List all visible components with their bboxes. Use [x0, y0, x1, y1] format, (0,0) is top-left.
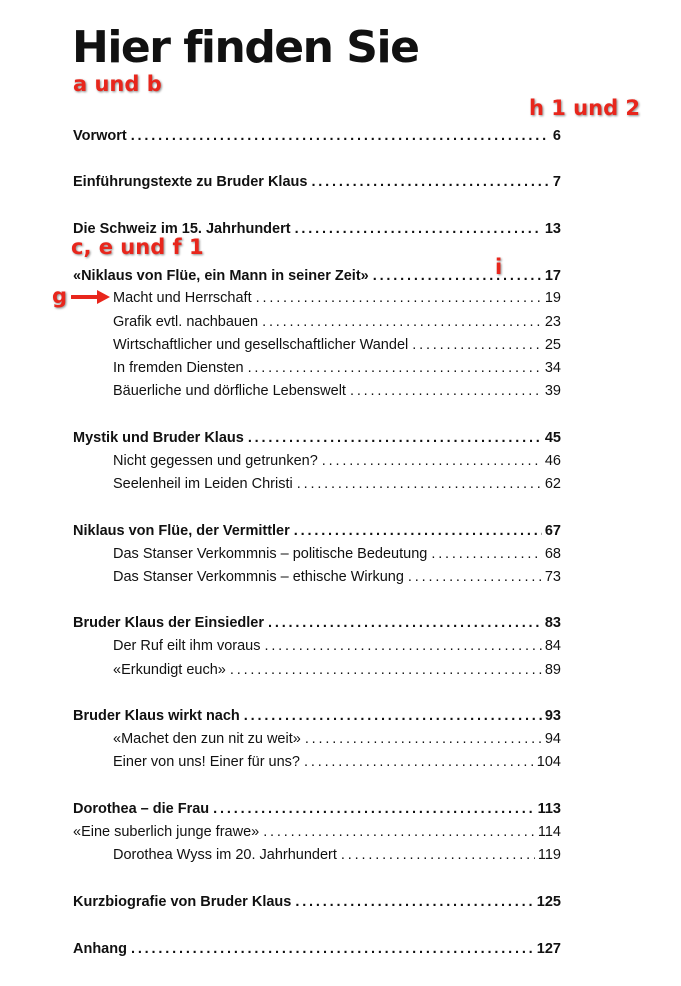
toc-entry-title: Das Stanser Verkommnis – ethische Wirkung [113, 569, 404, 585]
toc-entry-title: Dorothea – die Frau [73, 801, 210, 817]
toc-page-number: 125 [536, 894, 561, 910]
toc-entry-title: Dorothea Wyss im 20. Jahrhundert [113, 847, 337, 863]
toc-section-row [113, 381, 561, 401]
toc-dot-leader [295, 892, 533, 912]
toc-chapter-row [73, 799, 561, 819]
toc-section-row [113, 636, 561, 656]
toc-dot-leader [311, 172, 549, 192]
toc-chapter-row [73, 172, 561, 192]
toc-dot-leader [248, 358, 542, 378]
toc-entry-title: In fremden Diensten [113, 360, 244, 376]
toc-dot-leader [256, 288, 542, 308]
toc-page-number: 113 [537, 801, 561, 817]
toc-dot-leader [244, 706, 542, 726]
toc-section-row [113, 729, 561, 749]
toc-entry-title: Nicht gegessen und getrunken? [113, 453, 318, 469]
toc-entry-title: Bruder Klaus wirkt nach [73, 708, 240, 724]
toc-chapter-row [73, 266, 561, 286]
toc-page-number: 73 [544, 569, 561, 585]
toc-page-number: 67 [544, 523, 561, 539]
toc-section-row [113, 451, 561, 471]
toc-dot-leader [230, 660, 542, 680]
toc-page-number: 84 [544, 638, 561, 654]
toc-dot-leader [305, 729, 542, 749]
toc-dot-leader [248, 428, 542, 448]
toc-section-row [113, 567, 561, 587]
toc-section-row [113, 335, 561, 355]
toc-entry-title: Vorwort [73, 128, 127, 144]
toc-section-row [113, 845, 561, 865]
toc-entry-title: «Niklaus von Flüe, ein Mann in seiner Zeit» [73, 268, 369, 284]
toc-chapter-row [73, 892, 561, 912]
toc-dot-leader [373, 266, 542, 286]
toc-section-row [113, 474, 561, 494]
toc-section-row [73, 822, 561, 842]
toc-dot-leader [341, 845, 535, 865]
toc-entry-title: Macht und Herrschaft [113, 290, 252, 306]
toc-entry-title: «Eine suberlich junge frawe» [73, 824, 260, 840]
toc-page-number: 17 [544, 268, 561, 284]
toc-chapter-row [73, 428, 561, 448]
toc-chapter-row [73, 521, 561, 541]
toc-section-row [113, 544, 561, 564]
toc-page-number: 68 [544, 546, 561, 562]
toc-dot-leader [350, 381, 542, 401]
toc-page-number: 34 [544, 360, 561, 376]
toc-page-number: 83 [544, 615, 561, 631]
toc-dot-leader [263, 822, 535, 842]
toc-entry-title: Die Schweiz im 15. Jahrhundert [73, 221, 291, 237]
toc-chapter-row [73, 939, 561, 959]
toc-section-row [113, 358, 561, 378]
toc-entry-title: Bruder Klaus der Einsiedler [73, 615, 264, 631]
toc-page-number: 23 [544, 314, 561, 330]
toc-entry-title: Anhang [73, 941, 127, 957]
toc-page-number: 25 [544, 337, 561, 353]
toc-page-number: 46 [544, 453, 561, 469]
annotation-i: i [495, 255, 503, 279]
toc-entry-title: Der Ruf eilt ihm voraus [113, 638, 261, 654]
toc-section-row [113, 752, 561, 772]
toc-section-row [113, 660, 561, 680]
toc-page-number: 62 [544, 476, 561, 492]
toc-dot-leader [268, 613, 542, 633]
toc-dot-leader [131, 126, 550, 146]
toc-section-row [113, 312, 561, 332]
toc-chapter-row [73, 126, 561, 146]
toc-page-number: 89 [544, 662, 561, 678]
toc-entry-title: Mystik und Bruder Klaus [73, 430, 244, 446]
toc-chapter-row [73, 706, 561, 726]
annotation-c-e-und-f-1: c, e und f 1 [71, 235, 204, 259]
toc-dot-leader [431, 544, 542, 564]
toc-page-number: 104 [536, 754, 561, 770]
toc-dot-leader [304, 752, 534, 772]
toc-entry-title: Niklaus von Flüe, der Vermittler [73, 523, 290, 539]
toc-entry-title: Wirtschaftlicher und gesellschaftlicher Wandel [113, 337, 409, 353]
toc-chapter-row [73, 219, 561, 239]
toc-entry-title: Das Stanser Verkommnis – politische Bedeutung [113, 546, 428, 562]
annotation-g: g [52, 284, 68, 308]
toc-page-number: 6 [552, 128, 561, 144]
toc-dot-leader [294, 521, 542, 541]
toc-dot-leader [264, 636, 541, 656]
toc-page-number: 13 [544, 221, 561, 237]
toc-dot-leader [408, 567, 542, 587]
toc-page-number: 7 [552, 174, 561, 190]
toc-page-number: 19 [544, 290, 561, 306]
toc-page-number: 114 [537, 824, 561, 840]
toc-entry-title: Bäuerliche und dörfliche Lebenswelt [113, 383, 346, 399]
toc-dot-leader [131, 939, 534, 959]
toc-entry-title: Grafik evtl. nachbauen [113, 314, 259, 330]
toc-entry-title: Einer von uns! Einer für uns? [113, 754, 300, 770]
toc-dot-leader [297, 474, 542, 494]
annotation-h-1-und-2: h 1 und 2 [529, 96, 641, 120]
toc-entry-title: Einführungstexte zu Bruder Klaus [73, 174, 308, 190]
toc-chapter-row [73, 613, 561, 633]
toc-page-number: 45 [544, 430, 561, 446]
toc-dot-leader [262, 312, 542, 332]
annotation-a-und-b: a und b [73, 72, 162, 96]
page-title: Hier finden Sie [72, 22, 419, 73]
toc-section-row [113, 288, 561, 308]
toc-page-number: 39 [544, 383, 561, 399]
toc-page-number: 94 [544, 731, 561, 747]
toc-page-number: 93 [544, 708, 561, 724]
toc-page-number: 119 [537, 847, 561, 863]
toc-entry-title: Seelenheil im Leiden Christi [113, 476, 293, 492]
toc-entry-title: «Machet den zun nit zu weit» [113, 731, 301, 747]
toc-dot-leader [412, 335, 542, 355]
toc-dot-leader [295, 219, 542, 239]
toc-dot-leader [322, 451, 542, 471]
toc-entry-title: «Erkundigt euch» [113, 662, 226, 678]
toc-dot-leader [213, 799, 534, 819]
toc-page-number: 127 [536, 941, 561, 957]
toc-entry-title: Kurzbiografie von Bruder Klaus [73, 894, 292, 910]
